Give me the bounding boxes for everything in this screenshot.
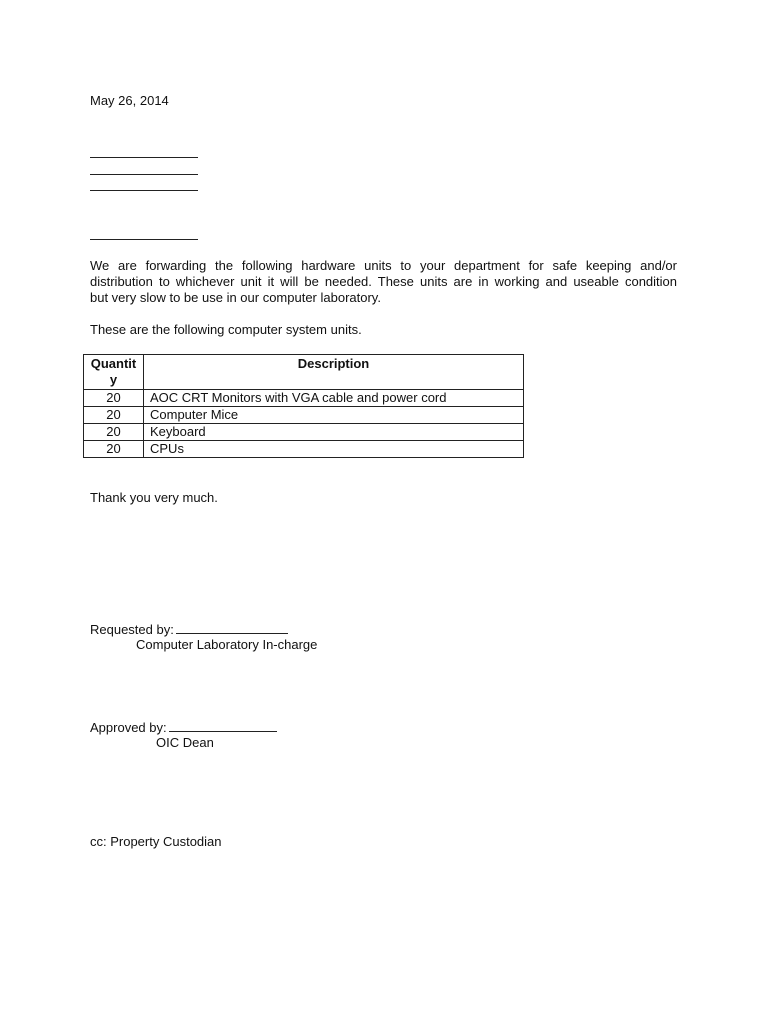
body-paragraph [90, 258, 677, 306]
body-line-3: but very slow to be use in our computer laboratory. [90, 290, 381, 305]
requested-by-label: Requested by: [90, 622, 174, 637]
cc-line: cc: Property Custodian [90, 834, 222, 849]
approved-by-label: Approved by: [90, 720, 167, 735]
approved-by-signature-line [169, 719, 277, 732]
quantity-cell: 20 [84, 390, 144, 407]
description-cell: AOC CRT Monitors with VGA cable and power cord [144, 390, 524, 407]
quantity-header-text: Quantity [90, 356, 137, 387]
salutation-blank-line [90, 239, 198, 240]
approved-by-title: OIC Dean [156, 735, 214, 750]
table-row [84, 424, 524, 441]
quantity-cell: 20 [84, 441, 144, 458]
units-table [83, 354, 524, 458]
table-intro: These are the following computer system units. [90, 322, 362, 337]
recipient-blank-line-3 [90, 190, 198, 191]
recipient-blank-line-2 [90, 174, 198, 175]
description-cell: CPUs [144, 441, 524, 458]
body-line-2: distribution to whichever unit it will be needed. These units are in working and useable condition [90, 274, 677, 289]
recipient-blank-line-1 [90, 157, 198, 158]
table-header-row [84, 355, 524, 390]
description-cell: Computer Mice [144, 407, 524, 424]
letter-date: May 26, 2014 [90, 93, 169, 108]
quantity-cell: 20 [84, 407, 144, 424]
table-row [84, 390, 524, 407]
description-header: Description [144, 355, 524, 390]
quantity-header [84, 355, 144, 390]
requested-by-row [90, 621, 288, 638]
table-row [84, 441, 524, 458]
body-line-1: We are forwarding the following hardware units to your department for safe keeping and/or [90, 258, 677, 273]
description-cell: Keyboard [144, 424, 524, 441]
table-row [84, 407, 524, 424]
requested-by-signature-line [176, 621, 288, 634]
closing-text: Thank you very much. [90, 490, 218, 505]
requested-by-title: Computer Laboratory In-charge [136, 637, 318, 652]
approved-by-row [90, 719, 277, 736]
quantity-cell: 20 [84, 424, 144, 441]
